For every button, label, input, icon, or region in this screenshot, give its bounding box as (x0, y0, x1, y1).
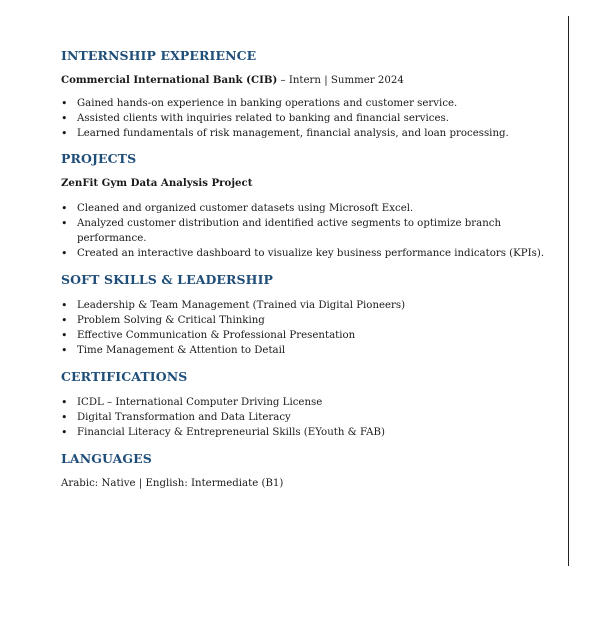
list-item: • Effective Communication & Professional Presentation (61, 328, 561, 343)
project-name (61, 176, 561, 191)
list-item: • Created an interactive dashboard to visualize key business performance indicators (KPIs). (61, 246, 561, 261)
languages-section (61, 450, 561, 491)
languages-text: Arabic: Native | English: Intermediate (B1) (61, 478, 284, 489)
list-item: • Learned fundamentals of risk management, financial analysis, and loan processing. (61, 126, 561, 141)
list-item: • Cleaned and organized customer datasets using Microsoft Excel. (61, 201, 561, 216)
internship-section (61, 47, 561, 141)
list-item: • Gained hands-on experience in banking operations and customer service. (61, 96, 561, 111)
list-item: • Financial Literacy & Entrepreneurial Skills (EYouth & FAB) (61, 425, 561, 440)
list-item: • Leadership & Team Management (Trained via Digital Pioneers) (61, 298, 561, 313)
project-name-text: ZenFit Gym Data Analysis Project (61, 177, 253, 189)
projects-list (61, 201, 561, 261)
soft-skills-section (61, 271, 561, 358)
list-item: • ICDL – International Computer Driving License (61, 395, 561, 410)
list-item: • Digital Transformation and Data Literacy (61, 410, 561, 425)
list-item: • Time Management & Attention to Detail (61, 343, 561, 358)
resume-content (61, 47, 561, 491)
page-border (568, 16, 569, 566)
projects-title: PROJECTS (61, 151, 137, 166)
internship-role: – Intern | Summer 2024 (277, 75, 404, 86)
internship-org: Commercial International Bank (CIB) (61, 74, 278, 86)
internship-subhead (61, 73, 561, 88)
internship-list (61, 96, 561, 141)
soft-skills-list (61, 298, 561, 358)
list-item: • Problem Solving & Critical Thinking (61, 313, 561, 328)
languages-title: LANGUAGES (61, 451, 152, 466)
projects-section (61, 150, 561, 261)
soft-skills-title: SOFT SKILLS & LEADERSHIP (61, 272, 274, 287)
certifications-list (61, 395, 561, 440)
internship-title: INTERNSHIP EXPERIENCE (61, 48, 257, 63)
list-item: • Assisted clients with inquiries related to banking and financial services. (61, 111, 561, 126)
certifications-title: CERTIFICATIONS (61, 369, 188, 384)
list-item: • Analyzed customer distribution and identified active segments to optimize branch performance. (61, 216, 561, 246)
certifications-section (61, 368, 561, 440)
